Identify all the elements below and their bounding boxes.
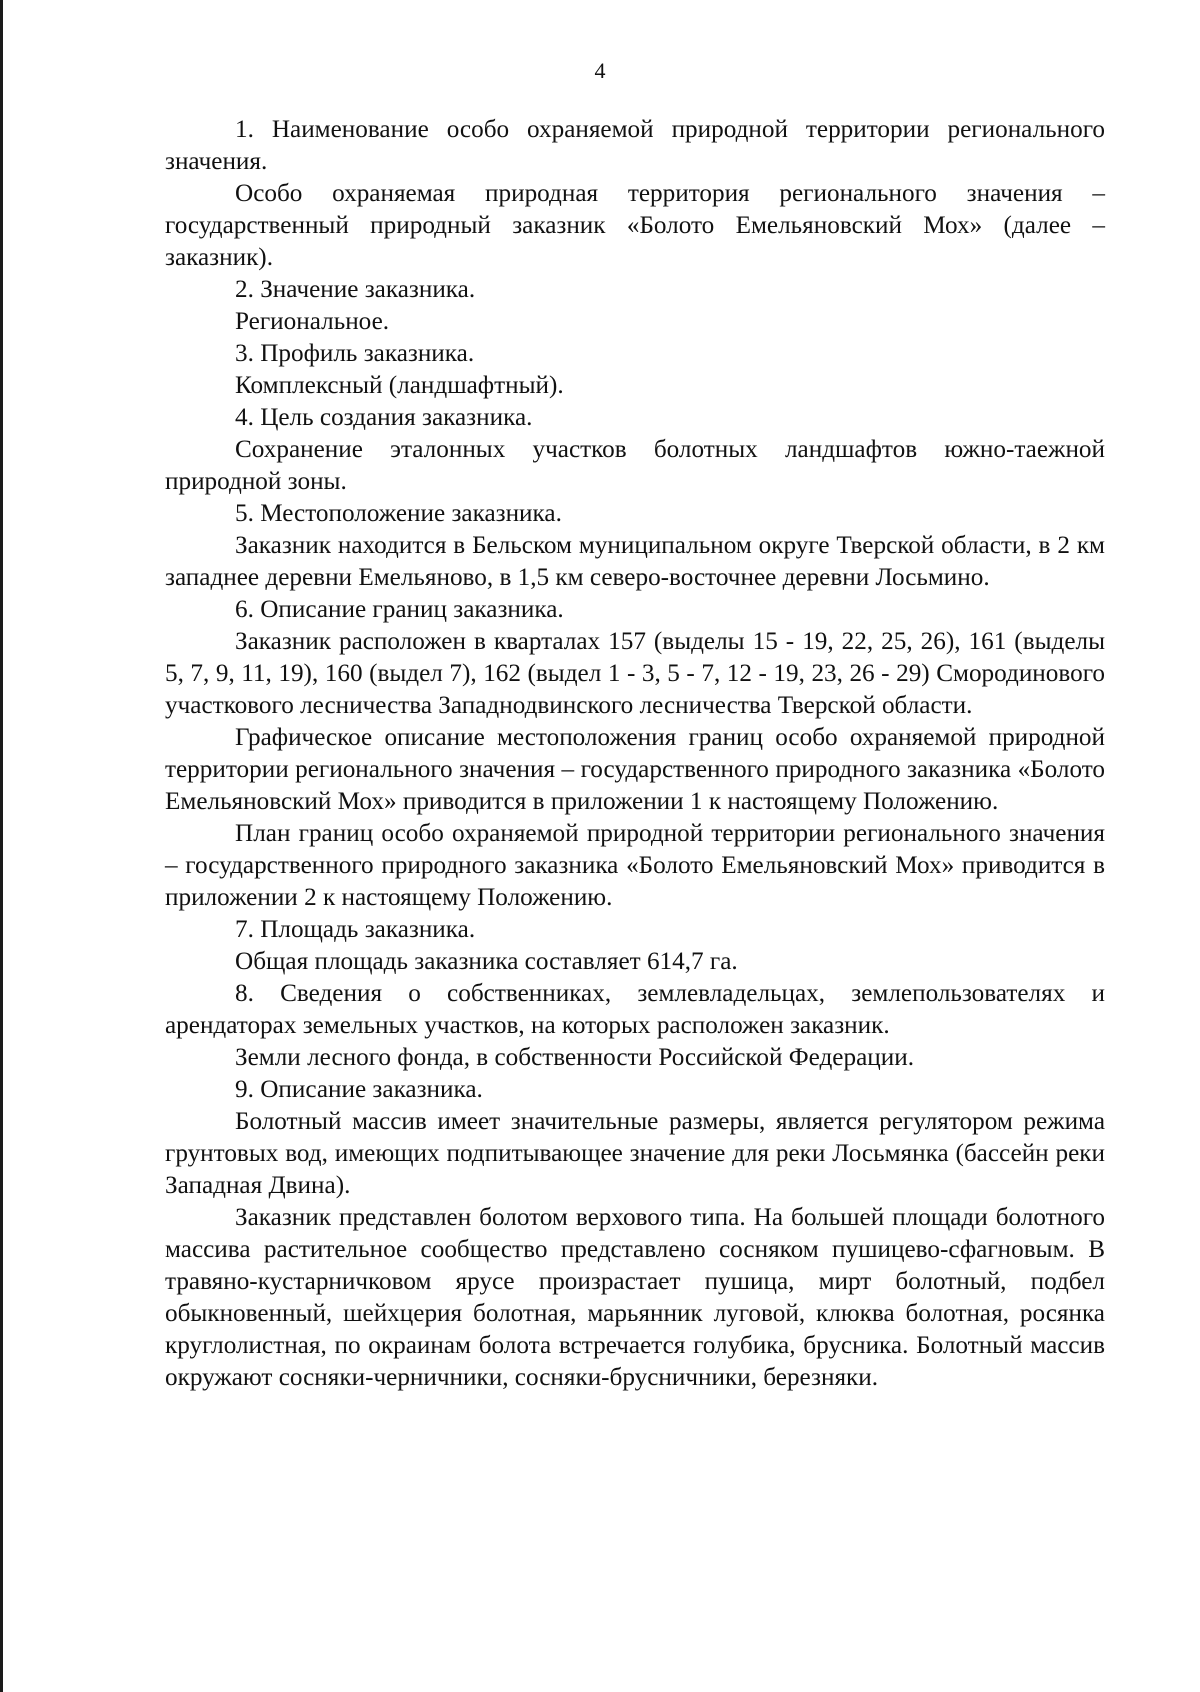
section-9-heading: 9. Описание заказника. [235, 1076, 483, 1103]
section-8-text: Земли лесного фонда, в собственности Российской Федерации. [235, 1044, 914, 1071]
section-6-text-boundary-plan: План границ особо охраняемой природной территории регионального значения – государственного природного заказника «Болото Емельяновский Мох» приводится в приложении 2 к настоящему Положению. [165, 820, 1105, 911]
section-5-heading: 5. Местоположение заказника. [235, 500, 562, 527]
section-2-text: Региональное. [235, 308, 390, 335]
section-9-text-vegetation: Заказник представлен болотом верхового типа. На большей площади болотного массива растительное сообщество представлено сосняком пушицево-сфагновым. В травяно-кустарничковом ярусе произрастает пушица, мирт болотный, подбел обыкновенный, шейхцерия болотная, марьянник луговой, клюква болотная, росянка круглолистная, по окраинам болота встречается голубика, брусника. Болотный массив окружают сосняки-черничники, сосняки-брусничники, березняки. [165, 1204, 1105, 1391]
section-6-text-graphic-description: Графическое описание местоположения границ особо охраняемой природной территории регионального значения – государственного природного заказника «Болото Емельяновский Мох» приводится в приложении 1 к настоящему Положению. [165, 724, 1105, 815]
section-3-text: Комплексный (ландшафтный). [235, 372, 564, 399]
section-1-heading: 1. Наименование особо охраняемой природной территории регионального значения. [165, 116, 1105, 175]
section-4-heading: 4. Цель создания заказника. [235, 404, 533, 431]
section-4-text: Сохранение эталонных участков болотных ландшафтов южно-таежной природной зоны. [165, 436, 1105, 495]
section-2-heading: 2. Значение заказника. [235, 276, 476, 303]
document-body [165, 114, 1105, 1394]
section-8-heading: 8. Сведения о собственниках, землевладельцах, землепользователях и арендаторах земельных участков, на которых расположен заказник. [165, 980, 1105, 1039]
section-6-heading: 6. Описание границ заказника. [235, 596, 564, 623]
section-9-text-massif: Болотный массив имеет значительные размеры, является регулятором режима грунтовых вод, имеющих подпитывающее значение для реки Лосьмянка (бассейн реки Западная Двина). [165, 1108, 1105, 1199]
section-6-text-quarters: Заказник расположен в кварталах 157 (выделы 15 - 19, 22, 25, 26), 161 (выделы 5, 7, 9, 11, 19), 160 (выдел 7), 162 (выдел 1 - 3, 5 - 7, 12 - 19, 23, 26 - 29) Смородинового участкового лесничества Западнодвинского лесничества Тверской области. [165, 628, 1105, 719]
section-3-heading: 3. Профиль заказника. [235, 340, 475, 367]
section-5-text: Заказник находится в Бельском муниципальном округе Тверской области, в 2 км западнее деревни Емельяново, в 1,5 км северо-восточнее деревни Лосьмино. [165, 532, 1105, 591]
scan-edge-line [0, 0, 3, 1692]
section-1-text: Особо охраняемая природная территория регионального значения – государственный природный заказник «Болото Емельяновский Мох» (далее – заказник). [165, 180, 1105, 271]
section-7-text: Общая площадь заказника составляет 614,7 га. [235, 948, 738, 975]
page-number: 4 [594, 58, 606, 83]
section-7-heading: 7. Площадь заказника. [235, 916, 476, 943]
